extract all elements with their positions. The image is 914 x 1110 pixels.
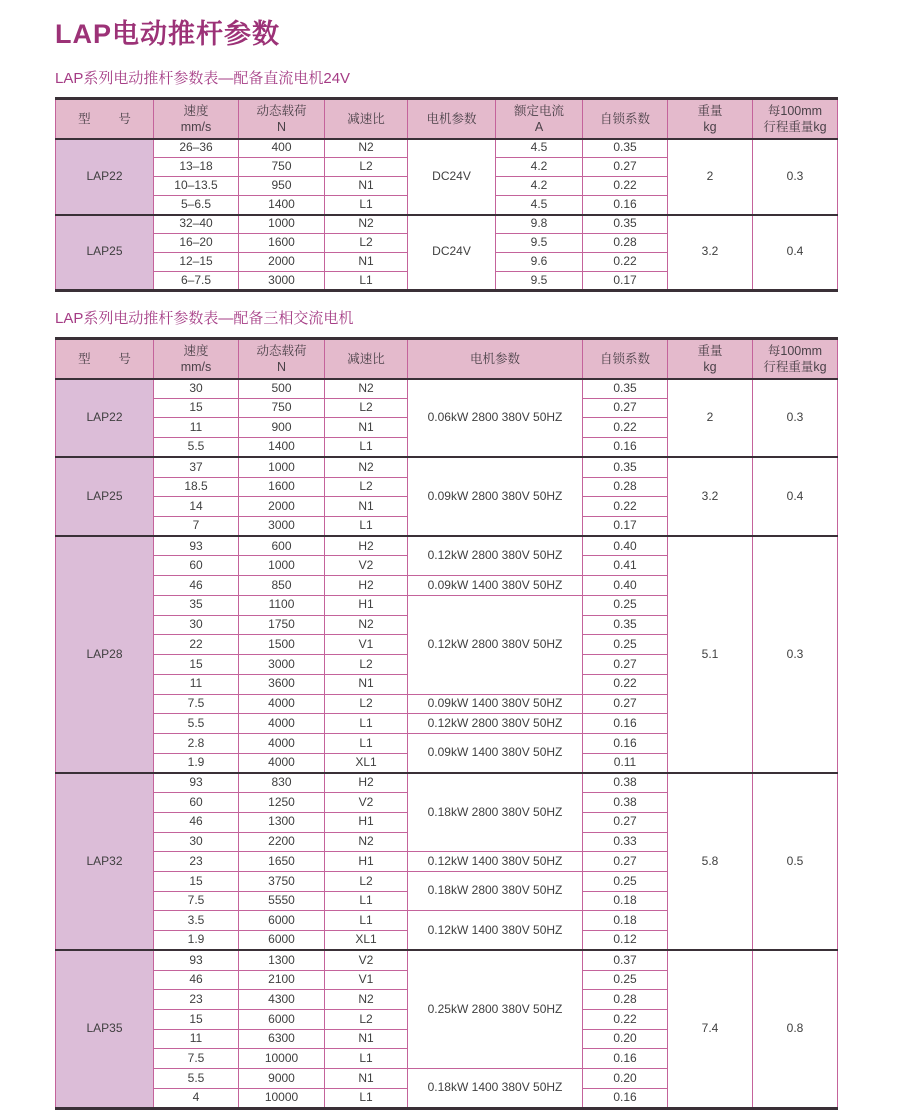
speed-cell: 60 <box>154 556 239 576</box>
speed-cell: 32–40 <box>154 215 239 234</box>
self-lock-cell: 0.35 <box>583 215 668 234</box>
load-cell: 3600 <box>239 674 325 694</box>
table-row <box>56 773 838 793</box>
load-cell: 4000 <box>239 753 325 773</box>
speed-cell: 10–13.5 <box>154 177 239 196</box>
column-header <box>239 99 325 139</box>
speed-cell: 5.5 <box>154 438 239 458</box>
column-header-line: 自锁系数 <box>599 111 650 126</box>
speed-cell: 7.5 <box>154 1049 239 1069</box>
rated-current-cell: 4.2 <box>496 177 583 196</box>
motor-param-cell: 0.12kW 2800 380V 50HZ <box>408 714 583 734</box>
motor-param-cell: 0.25kW 2800 380V 50HZ <box>408 950 583 1068</box>
self-lock-cell: 0.16 <box>583 196 668 215</box>
column-header-line: 减速比 <box>347 351 385 366</box>
motor-param-cell: 0.12kW 1400 380V 50HZ <box>408 911 583 950</box>
model-cell: LAP35 <box>56 950 154 1108</box>
speed-cell: 3.5 <box>154 911 239 931</box>
column-header <box>583 339 668 379</box>
load-cell: 1300 <box>239 812 325 832</box>
self-lock-cell: 0.27 <box>583 694 668 714</box>
column-header-line: 自锁系数 <box>599 351 650 366</box>
load-cell: 830 <box>239 773 325 793</box>
model-cell: LAP22 <box>56 379 154 458</box>
motor-param-cell: DC24V <box>408 139 496 215</box>
ratio-cell: L1 <box>325 517 408 537</box>
self-lock-cell: 0.27 <box>583 812 668 832</box>
column-header-line: 速度 <box>183 103 209 118</box>
speed-cell: 60 <box>154 793 239 813</box>
speed-cell: 15 <box>154 398 239 418</box>
self-lock-cell: 0.18 <box>583 911 668 931</box>
speed-cell: 5.5 <box>154 1069 239 1089</box>
motor-param-cell: 0.12kW 2800 380V 50HZ <box>408 536 583 575</box>
column-header-line: 重量 <box>697 103 723 118</box>
column-header-line: 行程重量kg <box>763 359 827 374</box>
self-lock-cell: 0.33 <box>583 832 668 852</box>
speed-cell: 1.9 <box>154 753 239 773</box>
speed-cell: 15 <box>154 1010 239 1030</box>
column-header <box>583 99 668 139</box>
model-cell: LAP25 <box>56 215 154 291</box>
ratio-cell: L1 <box>325 714 408 734</box>
column-header <box>56 99 154 139</box>
rated-current-cell: 9.6 <box>496 253 583 272</box>
self-lock-cell: 0.16 <box>583 438 668 458</box>
table-row <box>56 139 838 158</box>
column-header <box>408 99 496 139</box>
load-cell: 1750 <box>239 615 325 635</box>
load-cell: 2200 <box>239 832 325 852</box>
self-lock-cell: 0.28 <box>583 234 668 253</box>
load-cell: 1100 <box>239 595 325 615</box>
speed-cell: 30 <box>154 379 239 399</box>
load-cell: 1250 <box>239 793 325 813</box>
ratio-cell: L2 <box>325 398 408 418</box>
weight-cell: 7.4 <box>668 950 753 1108</box>
speed-cell: 23 <box>154 990 239 1010</box>
load-cell: 1600 <box>239 234 325 253</box>
self-lock-cell: 0.38 <box>583 773 668 793</box>
self-lock-cell: 0.16 <box>583 1049 668 1069</box>
ac-table-subtitle: LAP系列电动推杆参数表—配备三相交流电机 <box>55 310 354 327</box>
self-lock-cell: 0.16 <box>583 1088 668 1108</box>
ratio-cell: V1 <box>325 635 408 655</box>
speed-cell: 7 <box>154 517 239 537</box>
self-lock-cell: 0.27 <box>583 655 668 675</box>
column-header <box>408 339 583 379</box>
ratio-cell: N2 <box>325 615 408 635</box>
column-header-line: 动态载荷 <box>256 343 307 358</box>
self-lock-cell: 0.25 <box>583 595 668 615</box>
rated-current-cell: 9.5 <box>496 272 583 291</box>
load-cell: 4000 <box>239 733 325 753</box>
column-header-line: 电机参数 <box>426 111 477 126</box>
column-header-line: 每100mm <box>767 343 823 358</box>
ratio-cell: V2 <box>325 950 408 970</box>
ratio-cell: L1 <box>325 272 408 291</box>
ratio-cell: L2 <box>325 158 408 177</box>
load-cell: 400 <box>239 139 325 158</box>
ratio-cell: H1 <box>325 595 408 615</box>
speed-cell: 4 <box>154 1088 239 1108</box>
load-cell: 500 <box>239 379 325 399</box>
self-lock-cell: 0.41 <box>583 556 668 576</box>
column-header-line: kg <box>703 119 717 134</box>
ratio-cell: H1 <box>325 852 408 872</box>
ratio-cell: V1 <box>325 970 408 990</box>
ratio-cell: V2 <box>325 556 408 576</box>
load-cell: 3000 <box>239 517 325 537</box>
speed-cell: 15 <box>154 655 239 675</box>
model-cell: LAP22 <box>56 139 154 215</box>
speed-cell: 15 <box>154 871 239 891</box>
load-cell: 10000 <box>239 1088 325 1108</box>
self-lock-cell: 0.25 <box>583 970 668 990</box>
column-header <box>154 339 239 379</box>
table-header-row <box>56 339 838 379</box>
weight-cell: 5.8 <box>668 773 753 950</box>
ratio-cell: N1 <box>325 674 408 694</box>
self-lock-cell: 0.20 <box>583 1029 668 1049</box>
ratio-cell: N1 <box>325 418 408 438</box>
speed-cell: 12–15 <box>154 253 239 272</box>
ratio-cell: XL1 <box>325 753 408 773</box>
speed-cell: 5–6.5 <box>154 196 239 215</box>
self-lock-cell: 0.28 <box>583 477 668 497</box>
load-cell: 9000 <box>239 1069 325 1089</box>
speed-cell: 13–18 <box>154 158 239 177</box>
column-header-line: 减速比 <box>347 111 385 126</box>
self-lock-cell: 0.27 <box>583 398 668 418</box>
load-cell: 4000 <box>239 694 325 714</box>
speed-cell: 46 <box>154 970 239 990</box>
ratio-cell: N2 <box>325 139 408 158</box>
table-row <box>56 950 838 970</box>
load-cell: 1300 <box>239 950 325 970</box>
speed-cell: 46 <box>154 812 239 832</box>
ratio-cell: L1 <box>325 891 408 911</box>
speed-cell: 30 <box>154 832 239 852</box>
load-cell: 6000 <box>239 911 325 931</box>
speed-cell: 11 <box>154 418 239 438</box>
rated-current-cell: 9.5 <box>496 234 583 253</box>
ratio-cell: N1 <box>325 253 408 272</box>
ratio-cell: V2 <box>325 793 408 813</box>
self-lock-cell: 0.20 <box>583 1069 668 1089</box>
column-header <box>325 99 408 139</box>
load-cell: 1000 <box>239 556 325 576</box>
weight-cell: 2 <box>668 379 753 458</box>
ratio-cell: N1 <box>325 1069 408 1089</box>
load-cell: 900 <box>239 418 325 438</box>
speed-cell: 37 <box>154 457 239 477</box>
self-lock-cell: 0.22 <box>583 253 668 272</box>
weight-cell: 3.2 <box>668 457 753 536</box>
motor-param-cell: 0.18kW 2800 380V 50HZ <box>408 773 583 852</box>
model-cell: LAP25 <box>56 457 154 536</box>
column-header-line: 型 号 <box>78 351 131 366</box>
load-cell: 4300 <box>239 990 325 1010</box>
motor-param-cell: DC24V <box>408 215 496 291</box>
ratio-cell: N2 <box>325 990 408 1010</box>
per-100mm-weight-cell: 0.4 <box>753 215 838 291</box>
speed-cell: 93 <box>154 950 239 970</box>
load-cell: 1650 <box>239 852 325 872</box>
motor-param-cell: 0.12kW 1400 380V 50HZ <box>408 852 583 872</box>
self-lock-cell: 0.22 <box>583 497 668 517</box>
column-header-line: 速度 <box>183 343 209 358</box>
dc-table-subtitle: LAP系列电动推杆参数表—配备直流电机24V <box>55 70 351 87</box>
self-lock-cell: 0.35 <box>583 615 668 635</box>
load-cell: 600 <box>239 536 325 556</box>
ratio-cell: N2 <box>325 832 408 852</box>
load-cell: 1500 <box>239 635 325 655</box>
per-100mm-weight-cell: 0.3 <box>753 379 838 458</box>
ratio-cell: L1 <box>325 911 408 931</box>
motor-param-cell: 0.09kW 2800 380V 50HZ <box>408 457 583 536</box>
column-header-line: 重量 <box>697 343 723 358</box>
per-100mm-weight-cell: 0.3 <box>753 139 838 215</box>
model-cell: LAP32 <box>56 773 154 950</box>
self-lock-cell: 0.12 <box>583 931 668 951</box>
column-header-line: 额定电流 <box>513 103 564 118</box>
column-header <box>753 339 838 379</box>
load-cell: 1400 <box>239 196 325 215</box>
self-lock-cell: 0.35 <box>583 379 668 399</box>
speed-cell: 35 <box>154 595 239 615</box>
ratio-cell: H2 <box>325 576 408 596</box>
column-header-line: mm/s <box>180 119 212 134</box>
self-lock-cell: 0.27 <box>583 852 668 872</box>
load-cell: 6000 <box>239 1010 325 1030</box>
speed-cell: 7.5 <box>154 694 239 714</box>
column-header <box>239 339 325 379</box>
load-cell: 1000 <box>239 215 325 234</box>
weight-cell: 5.1 <box>668 536 753 773</box>
ratio-cell: L2 <box>325 694 408 714</box>
speed-cell: 22 <box>154 635 239 655</box>
load-cell: 6300 <box>239 1029 325 1049</box>
column-header <box>668 99 753 139</box>
ratio-cell: N1 <box>325 497 408 517</box>
speed-cell: 2.8 <box>154 733 239 753</box>
table-header-row <box>56 99 838 139</box>
self-lock-cell: 0.40 <box>583 536 668 556</box>
self-lock-cell: 0.38 <box>583 793 668 813</box>
self-lock-cell: 0.17 <box>583 517 668 537</box>
ratio-cell: N2 <box>325 379 408 399</box>
speed-cell: 16–20 <box>154 234 239 253</box>
ratio-cell: L1 <box>325 1049 408 1069</box>
column-header <box>753 99 838 139</box>
motor-param-cell: 0.09kW 1400 380V 50HZ <box>408 694 583 714</box>
weight-cell: 3.2 <box>668 215 753 291</box>
column-header-line: mm/s <box>180 359 212 374</box>
self-lock-cell: 0.11 <box>583 753 668 773</box>
column-header <box>496 99 583 139</box>
table-row <box>56 536 838 556</box>
load-cell: 3000 <box>239 655 325 675</box>
self-lock-cell: 0.40 <box>583 576 668 596</box>
ratio-cell: N2 <box>325 457 408 477</box>
rated-current-cell: 4.2 <box>496 158 583 177</box>
datasheet-page <box>55 12 837 1110</box>
load-cell: 6000 <box>239 931 325 951</box>
self-lock-cell: 0.16 <box>583 733 668 753</box>
rated-current-cell: 4.5 <box>496 139 583 158</box>
speed-cell: 26–36 <box>154 139 239 158</box>
ratio-cell: H1 <box>325 812 408 832</box>
ratio-cell: N1 <box>325 177 408 196</box>
load-cell: 1600 <box>239 477 325 497</box>
load-cell: 1400 <box>239 438 325 458</box>
column-header-line: N <box>276 359 287 374</box>
motor-param-cell: 0.12kW 2800 380V 50HZ <box>408 595 583 694</box>
column-header-line: 电机参数 <box>469 351 520 366</box>
load-cell: 4000 <box>239 714 325 734</box>
table-row <box>56 379 838 399</box>
column-header-line: kg <box>703 359 717 374</box>
motor-param-cell: 0.09kW 1400 380V 50HZ <box>408 733 583 772</box>
ratio-cell: L2 <box>325 871 408 891</box>
self-lock-cell: 0.28 <box>583 990 668 1010</box>
per-100mm-weight-cell: 0.8 <box>753 950 838 1108</box>
load-cell: 5550 <box>239 891 325 911</box>
load-cell: 2000 <box>239 253 325 272</box>
ratio-cell: L1 <box>325 438 408 458</box>
self-lock-cell: 0.18 <box>583 891 668 911</box>
load-cell: 3750 <box>239 871 325 891</box>
load-cell: 750 <box>239 398 325 418</box>
speed-cell: 1.9 <box>154 931 239 951</box>
ratio-cell: L2 <box>325 655 408 675</box>
self-lock-cell: 0.16 <box>583 714 668 734</box>
self-lock-cell: 0.22 <box>583 674 668 694</box>
load-cell: 2100 <box>239 970 325 990</box>
ratio-cell: L2 <box>325 477 408 497</box>
self-lock-cell: 0.37 <box>583 950 668 970</box>
ratio-cell: N2 <box>325 215 408 234</box>
self-lock-cell: 0.22 <box>583 1010 668 1030</box>
speed-cell: 11 <box>154 674 239 694</box>
per-100mm-weight-cell: 0.4 <box>753 457 838 536</box>
page-title: LAP电动推杆参数 <box>55 19 280 49</box>
self-lock-cell: 0.25 <box>583 871 668 891</box>
self-lock-cell: 0.35 <box>583 139 668 158</box>
load-cell: 2000 <box>239 497 325 517</box>
motor-param-cell: 0.09kW 1400 380V 50HZ <box>408 576 583 596</box>
motor-param-cell: 0.18kW 2800 380V 50HZ <box>408 871 583 910</box>
table-row <box>56 215 838 234</box>
ratio-cell: L1 <box>325 733 408 753</box>
speed-cell: 6–7.5 <box>154 272 239 291</box>
column-header-line: 行程重量kg <box>763 119 827 134</box>
ac-motor-table <box>55 337 838 1110</box>
column-header <box>668 339 753 379</box>
column-header-line: 动态载荷 <box>256 103 307 118</box>
rated-current-cell: 9.8 <box>496 215 583 234</box>
model-cell: LAP28 <box>56 536 154 773</box>
motor-param-cell: 0.06kW 2800 380V 50HZ <box>408 379 583 458</box>
ratio-cell: L2 <box>325 1010 408 1030</box>
load-cell: 750 <box>239 158 325 177</box>
column-header-line: A <box>534 119 544 134</box>
column-header <box>154 99 239 139</box>
speed-cell: 93 <box>154 536 239 556</box>
speed-cell: 14 <box>154 497 239 517</box>
weight-cell: 2 <box>668 139 753 215</box>
table-row <box>56 457 838 477</box>
speed-cell: 30 <box>154 615 239 635</box>
column-header-line: 每100mm <box>767 103 823 118</box>
rated-current-cell: 4.5 <box>496 196 583 215</box>
ratio-cell: N1 <box>325 1029 408 1049</box>
speed-cell: 7.5 <box>154 891 239 911</box>
load-cell: 950 <box>239 177 325 196</box>
speed-cell: 93 <box>154 773 239 793</box>
ratio-cell: H2 <box>325 773 408 793</box>
motor-param-cell: 0.18kW 1400 380V 50HZ <box>408 1069 583 1108</box>
self-lock-cell: 0.35 <box>583 457 668 477</box>
self-lock-cell: 0.22 <box>583 418 668 438</box>
speed-cell: 11 <box>154 1029 239 1049</box>
load-cell: 3000 <box>239 272 325 291</box>
speed-cell: 18.5 <box>154 477 239 497</box>
per-100mm-weight-cell: 0.5 <box>753 773 838 950</box>
ratio-cell: L1 <box>325 1088 408 1108</box>
self-lock-cell: 0.25 <box>583 635 668 655</box>
ratio-cell: XL1 <box>325 931 408 951</box>
per-100mm-weight-cell: 0.3 <box>753 536 838 773</box>
load-cell: 10000 <box>239 1049 325 1069</box>
speed-cell: 46 <box>154 576 239 596</box>
self-lock-cell: 0.22 <box>583 177 668 196</box>
column-header <box>325 339 408 379</box>
self-lock-cell: 0.17 <box>583 272 668 291</box>
load-cell: 1000 <box>239 457 325 477</box>
self-lock-cell: 0.27 <box>583 158 668 177</box>
ratio-cell: L1 <box>325 196 408 215</box>
column-header-line: 型 号 <box>78 111 131 126</box>
load-cell: 850 <box>239 576 325 596</box>
speed-cell: 23 <box>154 852 239 872</box>
dc-motor-table <box>55 97 838 292</box>
ratio-cell: H2 <box>325 536 408 556</box>
column-header-line: N <box>276 119 287 134</box>
column-header <box>56 339 154 379</box>
speed-cell: 5.5 <box>154 714 239 734</box>
ratio-cell: L2 <box>325 234 408 253</box>
